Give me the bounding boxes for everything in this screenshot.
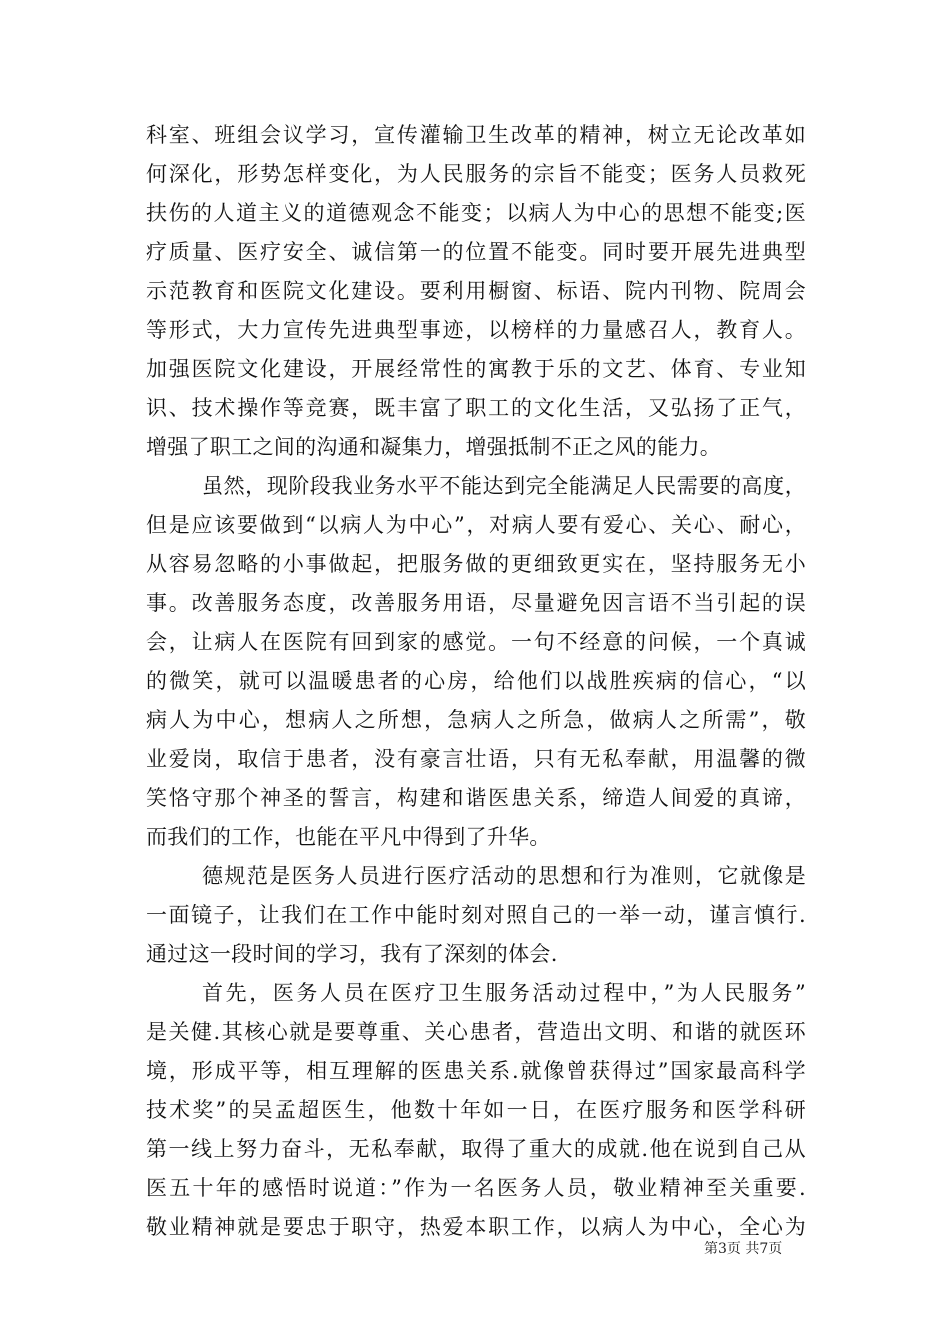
text-line: 而我们的工作，也能在平凡中得到了升华。 [146,825,551,849]
text-line: 从容易忽略的小事做起，把服务做的更细致更实在，坚持服务无小 [146,552,806,576]
text-line: 第一线上努力奋斗，无私奉献，取得了重大的成就.他在说到自己从 [146,1137,806,1161]
text-line: 首先，医务人员在医疗卫生服务活动过程中，”为人民服务” [202,981,806,1005]
text-line: 科室、班组会议学习，宣传灌输卫生改革的精神，树立无论改革如 [146,123,806,147]
text-line: 业爱岗，取信于患者，没有豪言壮语，只有无私奉献，用温馨的微 [146,747,806,771]
text-line: 何深化，形势怎样变化，为人民服务的宗旨不能变；医务人员救死 [146,162,806,186]
text-line: 一面镜子，让我们在工作中能时刻对照自己的一举一动，谨言慎行. [146,903,806,927]
text-line: 笑恪守那个神圣的誓言，构建和谐医患关系，缔造人间爱的真谛， [146,786,806,810]
text-line: 病人为中心，想病人之所想，急病人之所急，做病人之所需”，敬 [146,708,806,732]
text-line: 会，让病人在医院有回到家的感觉。一句不经意的问候，一个真诚 [146,630,806,654]
text-line: 医五十年的感悟时说道：”作为一名医务人员，敬业精神至关重要. [146,1176,806,1200]
text-line: 的微笑，就可以温暖患者的心房，给他们以战胜疾病的信心，“以 [146,669,806,693]
text-line: 识、技术操作等竞赛，既丰富了职工的文化生活，又弘扬了正气， [146,396,806,420]
text-line: 敬业精神就是要忠于职守，热爱本职工作，以病人为中心，全心为 [146,1215,806,1239]
text-line: 是关健.其核心就是要尊重、关心患者，营造出文明、和谐的就医环 [146,1020,806,1044]
text-line: 疗质量、医疗安全、诚信第一的位置不能变。同时要开展先进典型 [146,240,806,264]
text-line: 示范教育和医院文化建设。要利用橱窗、标语、院内刊物、院周会 [146,279,806,303]
text-line: 但是应该要做到“以病人为中心”，对病人要有爱心、关心、耐心， [146,513,806,537]
text-line: 德规范是医务人员进行医疗活动的思想和行为准则，它就像是 [202,864,806,888]
text-line: 境，形成平等，相互理解的医患关系.就像曾获得过”国家最高科学 [146,1059,806,1083]
text-line: 通过这一段时间的学习，我有了深刻的体会. [146,942,558,966]
text-line: 技术奖”的吴孟超医生，他数十年如一日，在医疗服务和医学科研 [146,1098,806,1122]
text-line: 扶伤的人道主义的道德观念不能变；以病人为中心的思想不能变;医 [146,201,806,225]
text-line: 等形式，大力宣传先进典型事迹，以榜样的力量感召人，教育人。 [146,318,806,342]
text-line: 加强医院文化建设，开展经常性的寓教于乐的文艺、体育、专业知 [146,357,806,381]
page-number-footer: 第3页 共7页 [704,1241,783,1257]
text-line: 增强了职工之间的沟通和凝集力，增强抵制不正之风的能力。 [146,435,722,459]
text-line: 事。改善服务态度，改善服务用语，尽量避免因言语不当引起的误 [146,591,806,615]
document-body [146,116,806,1247]
text-line: 虽然，现阶段我业务水平不能达到完全能满足人民需要的高度， [202,474,806,498]
